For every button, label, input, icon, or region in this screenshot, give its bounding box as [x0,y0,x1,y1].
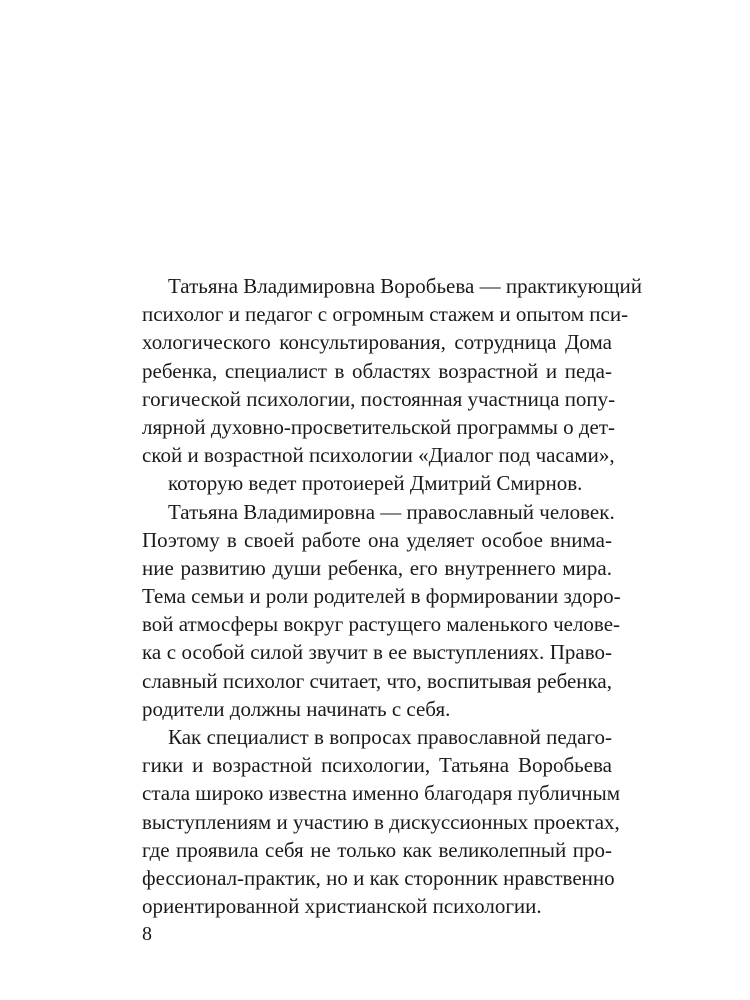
text-line: Тема семьи и роли родителей в формировании здоро- [142,584,621,609]
paragraph-2 [142,498,621,724]
text-line: гики и возрастной психологии, Татьяна Воробьева [142,753,612,778]
text-line: психолог и педагог с огромным стажем и опытом пси- [142,302,629,327]
body-text [142,272,642,920]
text-line: которую ведет протоиерей Дмитрий Смирнов. [168,471,583,496]
paragraph-3 [142,723,621,920]
text-line: фессионал-практик, но и как сторонник нравственно [142,865,615,890]
text-line: Татьяна Владимировна Воробьева — практикующий [168,274,642,298]
text-line: ориентированной христианской психологии. [142,894,542,919]
page-number: 8 [142,923,152,945]
text-line: лярной духовно-просветительской программы о дет- [142,414,616,439]
text-line: стала широко известна именно благодаря публичным [142,781,621,806]
text-line: Поэтому в своей работе она уделяет особое внима- [142,527,612,552]
text-line: ской и возрастной психологии «Диалог под часами», [142,443,615,468]
text-line: Как специалист в вопросах православной педаго- [168,725,612,749]
text-line: родители должны начинать с себя. [142,696,451,721]
text-line: Татьяна Владимировна — православный человек. [168,499,615,524]
text-line: ка с особой силой звучит в ее выступлениях. Право- [142,640,612,665]
text-line: хологического консультирования, сотрудница Дома [142,330,612,355]
text-line: ние развитию души ребенка, его внутреннего мира. [142,555,612,580]
text-line: гогической психологии, постоянная участница попу- [142,386,616,411]
text-line: вой атмосферы вокруг растущего маленького челове- [142,612,621,637]
text-line: ребенка, специалист в областях возрастной и педа- [142,358,612,383]
paragraph-1 [142,272,642,498]
text-line: выступлениям и участию в дискуссионных проектах, [142,809,620,834]
text-line: славный психолог считает, что, воспитывая ребенка, [142,668,612,693]
text-line: где проявила себя не только как великолепный про- [142,837,612,862]
